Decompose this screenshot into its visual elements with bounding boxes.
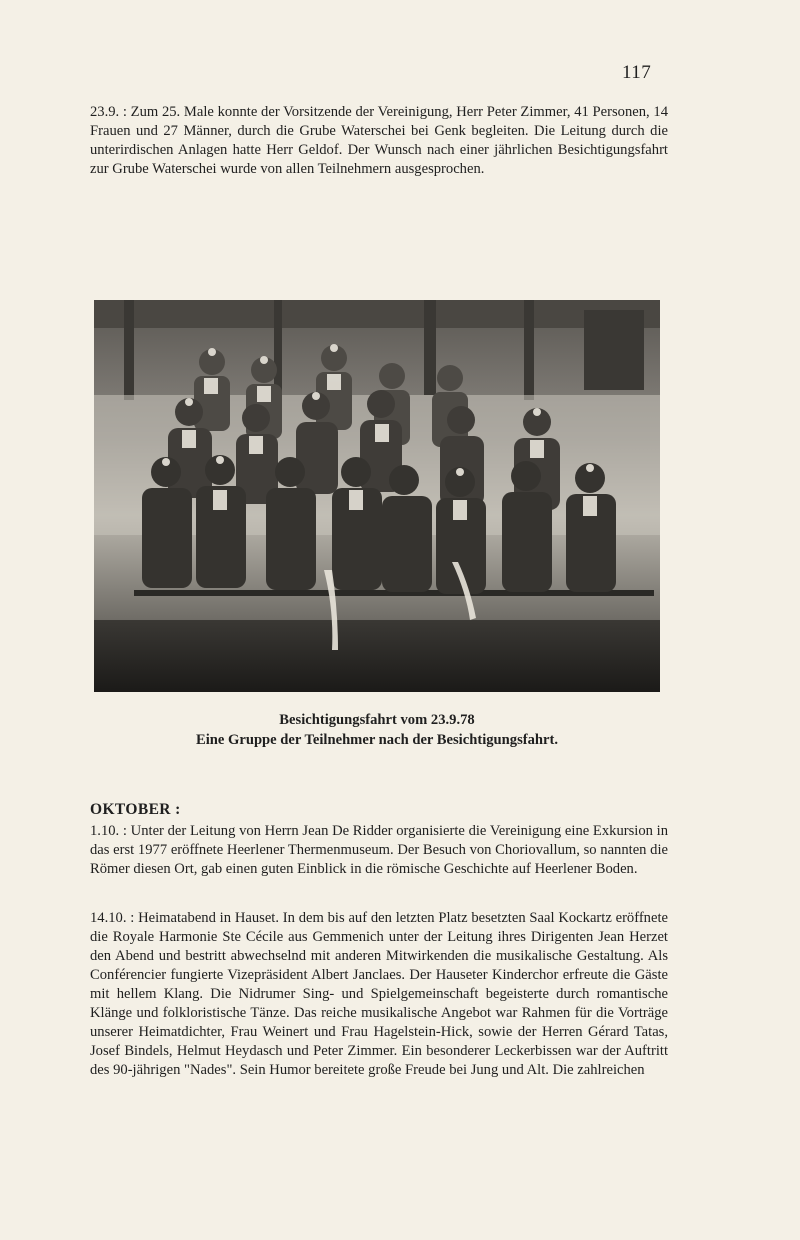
group-photo [94,300,660,692]
group-photo-illustration [94,300,660,692]
photo-caption [94,710,660,750]
entry-october-1 [90,822,668,879]
entry-october-14-text: 14.10. : Heimatabend in Hauset. In dem bis auf den letzten Platz besetzten Saal Kockartz eröffnete die Royale Harmonie Ste Cécile aus Gemmenich unter der Leitung ihres Dirigenten Jean Herzet den Abend und bestritt abwechselnd mit anderen Mitwirkenden die musikalische Gestaltung. Als Conférencier fungierte Vizepräsident Albert Janclaes. Der Hauseter Kinderchor erfreute die Gäste mit hellem Klang. Die Nidrumer Sing- und Spielgemeinschaft begeisterte durch romantische Klänge und folkloristische Tänze. Das reiche musikalische Angebot war Rahmen für die Vorträge unserer Heimatdichter, Frau Weinert und Frau Hagelstein-Hick, sowie der Herren Gérard Tatas, Josef Bindels, Helmut Heydasch und Peter Zimmer. Ein besonderer Leckerbissen war der Auftritt des 90-jährigen "Nades". Sein Humor bereitete große Freude bei Jung und Alt. Die zahlreichen [90,910,668,1078]
caption-subtitle: Eine Gruppe der Teilnehmer nach der Besichtigungsfahrt. [195,732,559,748]
entry-october-14 [90,909,668,1080]
intro-paragraph [90,103,668,179]
caption-title: Besichtigungsfahrt vom 23.9.78 [279,712,475,728]
intro-text: 23.9. : Zum 25. Male konnte der Vorsitzende der Vereinigung, Herr Peter Zimmer, 41 Personen, 14 Frauen und 27 Männer, durch die Grube Waterschei bei Genk begleiten. Die Leitung durch die unterirdischen Anlagen hatte Herr Geldof. Der Wunsch nach einer jährlichen Besichtigungsfahrt zur Grube Waterschei wurde von allen Teilnehmern ausgesprochen. [90,104,668,177]
section-heading-october: OKTOBER : [90,801,181,818]
page-number: 117 [622,62,652,83]
entry-october-1-text: 1.10. : Unter der Leitung von Herrn Jean De Ridder organisierte die Vereinigung eine Exkursion in das erst 1977 eröffnete Heerlener Thermenmuseum. Der Besuch von Choriovallum, so nannten die Römer diesen Ort, gab einen guten Einblick in die römische Geschichte auf Heerlener Boden. [90,823,668,877]
